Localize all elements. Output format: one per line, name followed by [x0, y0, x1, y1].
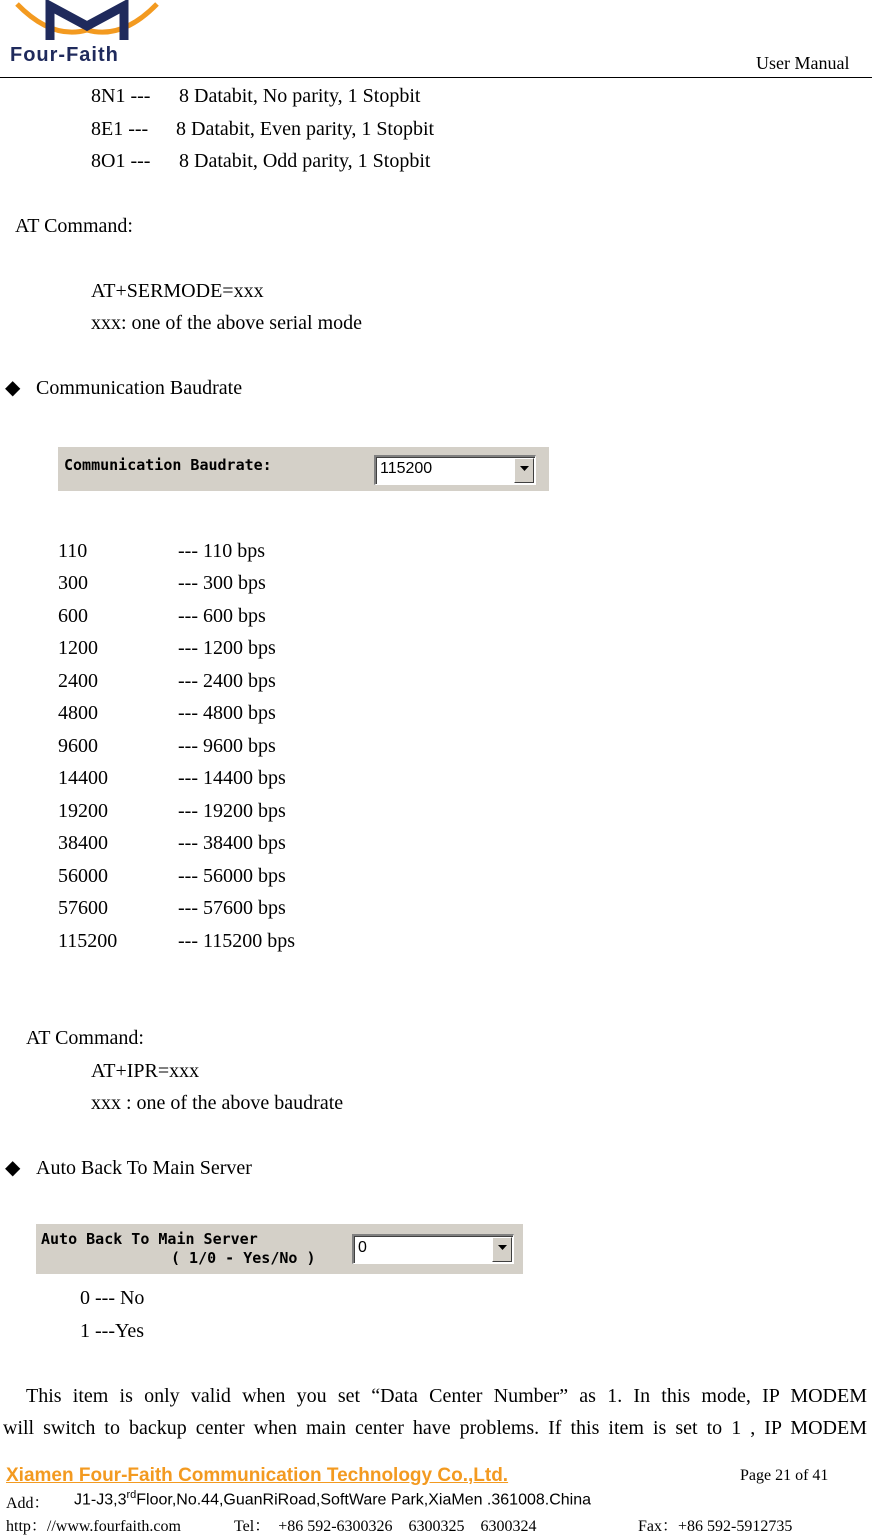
baudrate-desc: --- 14400 bps: [178, 767, 286, 789]
baudrate-value: 57600: [58, 897, 108, 919]
at-command-label: AT Command:: [26, 1027, 144, 1049]
at-command-label: AT Command:: [15, 215, 133, 237]
footer-tel: Tel： +86 592-6300326 6300325 6300324: [234, 1518, 537, 1535]
serial-mode-code: 8E1 ---: [91, 118, 149, 140]
auto-back-screenshot-label: Auto Back To Main Server: [41, 1230, 258, 1248]
sermode-command: AT+SERMODE=xxx: [91, 280, 264, 302]
diamond-bullet-icon: ◆: [5, 1157, 21, 1179]
baudrate-value: 300: [58, 572, 88, 594]
baudrate-value: 4800: [58, 702, 98, 724]
dropdown-button[interactable]: [514, 458, 534, 483]
baudrate-value: 2400: [58, 670, 98, 692]
baudrate-value: 14400: [58, 767, 108, 789]
auto-back-paragraph-line: This item is only valid when you set “Data Center Number” as 1. In this mode, IP MODEM: [26, 1385, 867, 1407]
logo-mark-icon: [12, 0, 162, 44]
serial-mode-desc: 8 Databit, Odd parity, 1 Stopbit: [179, 150, 431, 172]
serial-mode-desc: 8 Databit, No parity, 1 Stopbit: [179, 85, 421, 107]
footer-fax: Fax：+86 592-5912735: [638, 1518, 793, 1535]
baudrate-desc: --- 300 bps: [178, 572, 266, 594]
footer-address-pre: J1-J3,3: [74, 1491, 127, 1509]
baudrate-heading: Communication Baudrate: [36, 377, 243, 399]
auto-back-screenshot: [36, 1224, 523, 1274]
baudrate-desc: --- 57600 bps: [178, 897, 286, 919]
baudrate-desc: --- 600 bps: [178, 605, 266, 627]
baudrate-select-value: 115200: [380, 460, 433, 477]
logo: [8, 0, 163, 66]
serial-mode-code: 8O1 ---: [91, 150, 151, 172]
footer-address-sup: rd: [126, 1489, 137, 1501]
ipr-note: xxx : one of the above baudrate: [91, 1092, 344, 1114]
auto-back-screenshot-sublabel: ( 1/0 - Yes/No ): [171, 1249, 316, 1267]
serial-mode-code: 8N1 ---: [91, 85, 151, 107]
baudrate-desc: --- 9600 bps: [178, 735, 276, 757]
baudrate-desc: --- 110 bps: [178, 540, 266, 562]
footer-page-number: Page 21 of 41: [740, 1467, 829, 1484]
baudrate-value: 600: [58, 605, 88, 627]
baudrate-desc: --- 2400 bps: [178, 670, 276, 692]
logo-text: Four-Faith: [10, 44, 119, 66]
baudrate-desc: --- 4800 bps: [178, 702, 276, 724]
doc-label: User Manual: [756, 53, 850, 73]
chevron-down-icon: [520, 466, 529, 472]
auto-back-select-value: 0: [358, 1239, 367, 1256]
dropdown-button[interactable]: [492, 1237, 512, 1262]
baudrate-select[interactable]: [374, 455, 536, 485]
baudrate-screenshot-label: Communication Baudrate:: [64, 456, 272, 474]
footer-address-post: Floor,No.44,GuanRiRoad,SoftWare Park,XiaMen .361008.China: [136, 1491, 592, 1509]
sermode-note: xxx: one of the above serial mode: [91, 312, 363, 334]
ipr-command: AT+IPR=xxx: [91, 1060, 200, 1082]
baudrate-desc: --- 38400 bps: [178, 832, 286, 854]
auto-back-heading: Auto Back To Main Server: [36, 1157, 252, 1179]
baudrate-value: 38400: [58, 832, 108, 854]
baudrate-value: 19200: [58, 800, 108, 822]
baudrate-value: 1200: [58, 637, 98, 659]
baudrate-value: 9600: [58, 735, 98, 757]
auto-back-option: 0 --- No: [80, 1287, 145, 1309]
baudrate-screenshot: [58, 447, 549, 491]
baudrate-desc: --- 19200 bps: [178, 800, 286, 822]
baudrate-value: 56000: [58, 865, 108, 887]
baudrate-value: 115200: [58, 930, 118, 952]
baudrate-desc: --- 115200 bps: [178, 930, 296, 952]
baudrate-value: 110: [58, 540, 88, 562]
footer-address: [74, 1489, 591, 1509]
header-rule: [0, 77, 872, 78]
footer-add-label: Add：: [6, 1495, 50, 1512]
baudrate-desc: --- 1200 bps: [178, 637, 276, 659]
chevron-down-icon: [498, 1245, 507, 1251]
auto-back-select[interactable]: [352, 1234, 514, 1264]
diamond-bullet-icon: ◆: [5, 377, 21, 399]
auto-back-option: 1 ---Yes: [80, 1320, 145, 1342]
serial-mode-desc: 8 Databit, Even parity, 1 Stopbit: [176, 118, 435, 140]
footer-http[interactable]: http：//www.fourfaith.com: [6, 1518, 181, 1535]
footer-company[interactable]: Xiamen Four-Faith Communication Technology Co.,Ltd.: [6, 1465, 509, 1486]
auto-back-paragraph-line: will switch to backup center when main center have problems. If this item is set to 1 , IP MODEM: [3, 1417, 867, 1439]
baudrate-desc: --- 56000 bps: [178, 865, 286, 887]
